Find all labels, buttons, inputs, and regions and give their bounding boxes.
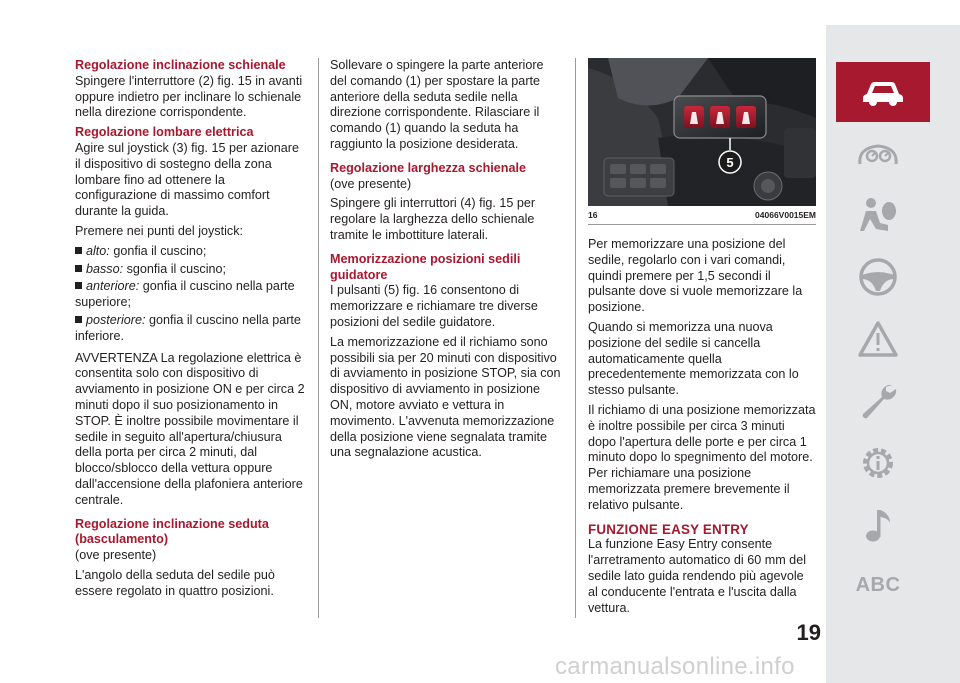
sidebar-item-technical-data[interactable] bbox=[826, 433, 930, 493]
sidebar-item-car[interactable] bbox=[836, 62, 930, 122]
heading-seat-tilt: Regolazione inclinazione seduta (basculamento) bbox=[75, 516, 269, 547]
paragraph: Quando si memorizza una nuova posizione del sedile si cancella automaticamente quella precedentemente memorizzata con lo stesso pulsante. bbox=[588, 319, 799, 398]
column-divider bbox=[318, 58, 319, 618]
paragraph: I pulsanti (5) fig. 16 consentono di memorizzare e richiamare tre diverse posizioni del sedile guidatore. bbox=[330, 283, 538, 329]
steering-wheel-icon bbox=[858, 257, 898, 297]
paragraph: Spingere gli interruttori (4) fig. 15 per regolare la larghezza dello schienale tramite le imbottiture laterali. bbox=[330, 196, 536, 242]
airbag-icon bbox=[858, 195, 898, 235]
instrument-panel-icon bbox=[856, 142, 900, 168]
car-icon bbox=[861, 78, 905, 106]
list-item: alto: gonfia il cuscino; bbox=[75, 244, 308, 260]
figure-number: 16 bbox=[588, 210, 598, 220]
figure-seat-memory-buttons bbox=[588, 58, 816, 206]
paragraph: La funzione Easy Entry consente l'arretramento automatico di 60 mm del sedile lato guida rendendo più agevole al conducente l'entrata e l'uscita dalla vettura. bbox=[588, 537, 806, 615]
column-1 bbox=[75, 58, 308, 604]
figure-code: 04066V0015EM bbox=[755, 210, 816, 220]
chapter-sidebar bbox=[826, 25, 960, 683]
heading-memory: Memorizzazione posizioni sedili guidatore bbox=[330, 251, 521, 282]
sidebar-item-safety[interactable] bbox=[826, 185, 930, 245]
bullet-icon bbox=[75, 282, 82, 289]
paragraph: (ove presente) bbox=[75, 548, 157, 563]
paragraph: L'angolo della seduta del sedile può essere regolato in quattro posizioni. bbox=[75, 567, 275, 598]
sidebar-item-instruments[interactable] bbox=[826, 125, 930, 185]
music-note-icon bbox=[860, 505, 896, 545]
column-2 bbox=[330, 58, 563, 465]
page-number: 19 bbox=[796, 620, 821, 645]
gear-info-icon bbox=[858, 443, 898, 483]
wrench-icon bbox=[858, 381, 898, 421]
abc-label: ABC bbox=[855, 573, 901, 596]
paragraph: La memorizzazione ed il richiamo sono possibili sia per 20 minuti con dispositivo di avviamento in posizione STOP, sia con dispositivo di avviamento in posizione ON, motore avviato e vettura in movimento. L'avvenuta memorizzazione della posizione viene segnalata tramite una segnalazione acustica. bbox=[330, 334, 561, 460]
paragraph: Premere nei punti del joystick: bbox=[75, 223, 243, 238]
heading-lumbar: Regolazione lombare elettrica bbox=[75, 125, 254, 140]
door-panel-illustration bbox=[588, 58, 816, 206]
heading-backrest-width: Regolazione larghezza schienale bbox=[330, 160, 526, 175]
warning-paragraph: AVVERTENZA La regolazione elettrica è consentita solo con dispositivo di avviamento in posizione ON e per circa 2 minuti dopo il suo posizionamento in STOP. È inoltre possibile movimentare il sedile in seguito all'apertura/chiusura della porta per circa 2 minuti, dal blocco/sblocco della vettura oppure dall'accensione della plafoniera anteriore centrale. bbox=[75, 350, 305, 507]
column-divider bbox=[575, 58, 576, 618]
paragraph: Spingere l'interruttore (2) fig. 15 in avanti oppure indietro per inclinare lo schienale nella direzione corrispondente. bbox=[75, 73, 303, 120]
bullet-icon bbox=[75, 247, 82, 254]
warning-triangle-icon bbox=[858, 320, 898, 358]
paragraph: Per memorizzare una posizione del sedile, regolarlo con i vari comandi, quindi premere per 1,5 secondi il pulsante dove si vuole memorizzare la posizione. bbox=[588, 237, 803, 315]
paragraph: (ove presente) bbox=[330, 176, 412, 191]
list-item: anteriore: gonfia il cuscino nella parte superiore; bbox=[75, 279, 295, 310]
sidebar-item-multimedia[interactable] bbox=[826, 495, 930, 555]
sidebar-item-emergency[interactable] bbox=[826, 309, 930, 369]
list-item: basso: sgonfia il cuscino; bbox=[75, 262, 308, 278]
sidebar-item-driving[interactable] bbox=[826, 247, 930, 307]
callout-label: 5 bbox=[726, 155, 734, 170]
paragraph: Il richiamo di una posizione memorizzata è inoltre possibile per circa 3 minuti dopo l'apertura delle porte e per circa 1 minuto dopo lo spegnimento del motore. Per richiamare una posizione memorizzata premere brevemente il relativo pulsante. bbox=[588, 402, 816, 512]
watermark: carmanualsonline.info bbox=[555, 653, 795, 680]
sidebar-item-maintenance[interactable] bbox=[826, 371, 930, 431]
bullet-icon bbox=[75, 316, 82, 323]
heading-easy-entry: FUNZIONE EASY ENTRY bbox=[588, 521, 749, 537]
heading-backrest-tilt: Regolazione inclinazione schienale bbox=[75, 58, 286, 72]
sidebar-item-index[interactable] bbox=[826, 555, 930, 615]
bullet-icon bbox=[75, 265, 82, 272]
list-item: posteriore: gonfia il cuscino nella parte inferiore. bbox=[75, 312, 301, 343]
paragraph: Sollevare o spingere la parte anteriore del comando (1) per spostare la parte anteriore della seduta sedile nella direzione corrispondente. Rilasciare il comando (1) quando la seduta ha raggiunto la posizione desiderata. bbox=[330, 58, 544, 151]
figure-caption bbox=[588, 210, 816, 225]
paragraph: Agire sul joystick (3) fig. 15 per azionare il dispositivo di sostegno della zona lombare fino ad ottenere la configurazione di massimo comfort durante la guida. bbox=[75, 140, 299, 219]
